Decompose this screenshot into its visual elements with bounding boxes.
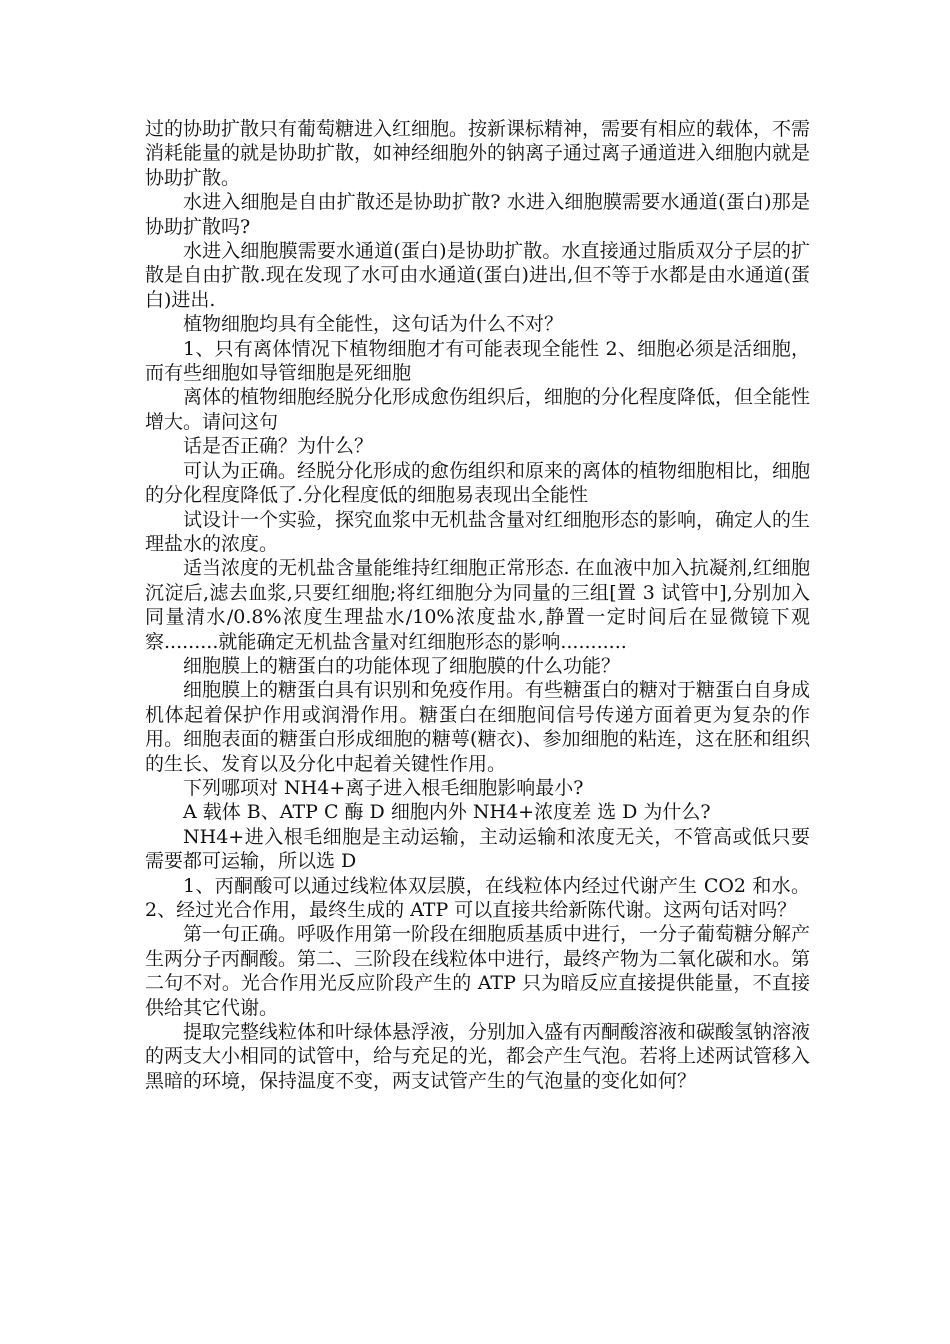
paragraph: 过的协助扩散只有葡萄糖进入红细胞。按新课标精神，需要有相应的载体，不需消耗能量的就是协助扩散，如神经细胞外的钠离子通过离子通道进入细胞内就是协助扩散。 bbox=[145, 118, 811, 189]
paragraph: 1、丙酮酸可以通过线粒体双层膜，在线粒体内经过代谢产生 CO2 和水。2、经过光合作用，最终生成的 ATP 可以直接共给新陈代谢。这两句话对吗？ bbox=[145, 874, 810, 921]
paragraph: 提取完整线粒体和叶绿体悬浮液，分别加入盛有丙酮酸溶液和碳酸氢钠溶液的两支大小相同的试管中，给与充足的光，都会产生气泡。若将上述两试管移入黑暗的环境，保持温度不变，两支试管产生的气泡量的变化如何？ bbox=[145, 1021, 811, 1092]
paragraph: 可认为正确。经脱分化形成的愈伤组织和原来的离体的植物细胞相比，细胞的分化程度降低了.分化程度低的细胞易表现出全能性 bbox=[145, 459, 811, 507]
paragraph: 离体的植物细胞经脱分化形成愈伤组织后，细胞的分化程度降低，但全能性增大。请问这句 bbox=[145, 386, 811, 433]
paragraph: 第一句正确。呼吸作用第一阶段在细胞质基质中进行，一分子葡萄糖分解产生两分子丙酮酸。第二、三阶段在线粒体中进行，最终产物为二氧化碳和水。第二句不对。光合作用光反应阶段产生的 ATP 只为暗反应直接提供能量，不直接供给其它代谢。 bbox=[145, 923, 811, 1019]
paragraph: 细胞膜上的糖蛋白的功能体现了细胞膜的什么功能？ bbox=[183, 654, 621, 677]
paragraph: 水进入细胞膜需要水通道(蛋白)是协助扩散。水直接通过脂质双分子层的扩散是自由扩散.现在发现了水可由水通道(蛋白)进出,但不等于水都是由水通道(蛋白)进出. bbox=[145, 240, 810, 311]
document-body bbox=[145, 117, 810, 1093]
paragraph: 水进入细胞是自由扩散还是协助扩散? 水进入细胞膜需要水通道(蛋白)那是协助扩散吗? bbox=[145, 191, 810, 238]
paragraph: 植物细胞均具有全能性，这句话为什么不对？ bbox=[183, 313, 564, 336]
paragraph: 1、只有离体情况下植物细胞才有可能表现全能性 2、细胞必须是活细胞，而有些细胞如导管细胞是死细胞 bbox=[145, 337, 810, 385]
paragraph: 试设计一个实验，探究血浆中无机盐含量对红细胞形态的影响，确定人的生理盐水的浓度。 bbox=[145, 508, 811, 555]
paragraph: 细胞膜上的糖蛋白具有识别和免疫作用。有些糖蛋白的糖对于糖蛋白自身成机体起着保护作用或润滑作用。糖蛋白在细胞间信号传递方面着更为复杂的作用。细胞表面的糖蛋白形成细胞的糖萼(糖衣)、参加细胞的粘连，这在胚和组织的生长、发育以及分化中起着关键性作用。 bbox=[145, 679, 811, 775]
paragraph: 话是否正确？为什么？ bbox=[183, 435, 374, 458]
paragraph: 下列哪项对 NH4+离子进入根毛细胞影响最小? bbox=[183, 776, 584, 799]
paragraph: A 载体 B、ATP C 酶 D 细胞内外 NH4+浓度差 选 D 为什么? bbox=[183, 801, 711, 824]
paragraph: NH4+进入根毛细胞是主动运输，主动运输和浓度无关，不管高或低只要需要都可运输，所以选 D bbox=[145, 825, 810, 873]
paragraph: 适当浓度的无机盐含量能维持红细胞正常形态. 在血液中加入抗凝剂,红细胞沉淀后,滤去血浆,只要红细胞;将红细胞分为同量的三组[置 3 试管中],分别加入同量清水/0.8%浓度生理盐水/10%浓度盐水,静置一定时间后在显微镜下观察.........就能确定无机盐含量对红细胞形态的影响........... bbox=[145, 557, 810, 653]
